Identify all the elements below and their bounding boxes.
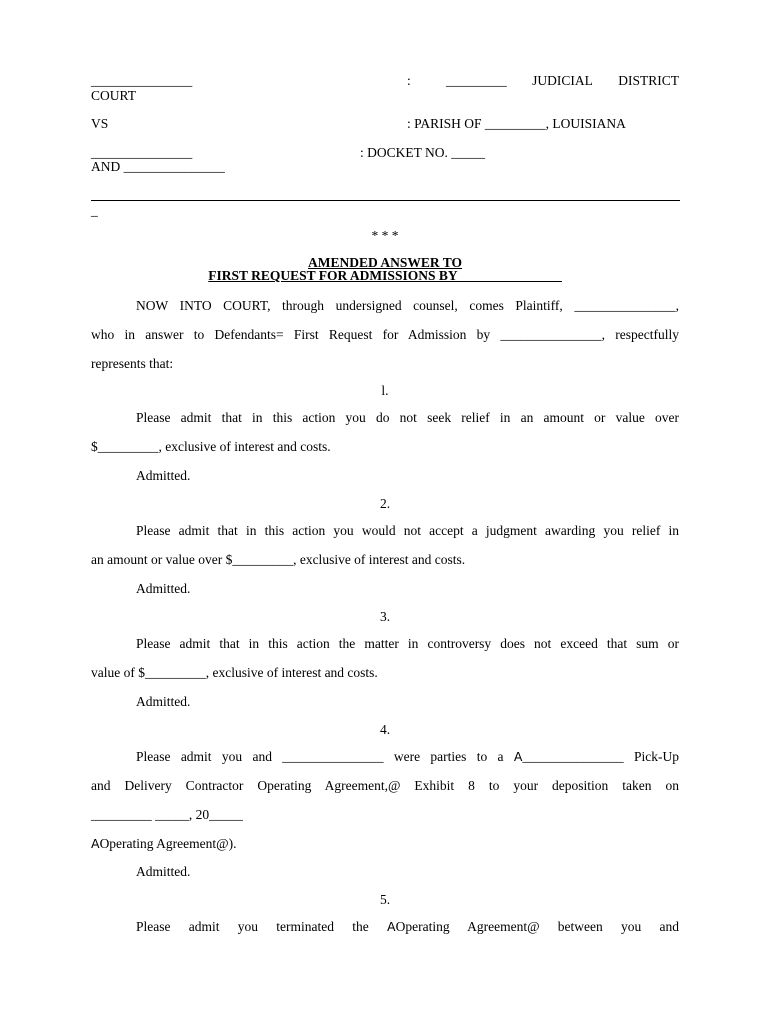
item-request-line: Please admit you and _______________ were parties to a A_______________ Pick-Up (136, 749, 679, 764)
defendant-blank: _______________ (91, 145, 193, 160)
document-title-line1: AMENDED ANSWER TO (307, 255, 463, 270)
item-request-line: Please admit that in this action you do not seek relief in an amount or value over (136, 410, 679, 425)
caption-colon: : (407, 73, 411, 88)
vs-label: VS (91, 116, 109, 131)
divider-tail: _ (91, 203, 98, 218)
item-number: l. (381, 383, 389, 398)
item-request-line: $_________, exclusive of interest and costs. (91, 439, 331, 454)
item-number: 4. (379, 722, 391, 737)
judicial-district-line (446, 73, 679, 89)
item-request-line: and Delivery Contractor Operating Agreement,@ Exhibit 8 to your deposition taken on (91, 778, 679, 793)
opening-quote-glyph: A (387, 919, 396, 934)
item-answer: Admitted. (136, 694, 191, 709)
court-label: COURT (91, 88, 136, 103)
district-label: DISTRICT (618, 73, 679, 88)
item-request-line: value of $_________, exclusive of interest and costs. (91, 665, 378, 680)
item-request-line: Please admit that in this action the matter in controversy does not exceed that sum or (136, 636, 679, 651)
item-request-line: Please admit that in this action you would not accept a judgment awarding you relief in (136, 523, 679, 538)
plaintiff-blank: _______________ (91, 73, 193, 88)
and-defendant-line: AND _______________ (91, 159, 225, 174)
item-request-line: _________ _____, 20_____ (91, 807, 243, 822)
document-title-line2: FIRST REQUEST FOR ADMISSIONS BY _______________ (208, 268, 562, 283)
section-stars: * * * (371, 228, 399, 243)
item-number: 5. (379, 892, 391, 907)
item-request-line: AOperating Agreement@). (91, 836, 237, 851)
item-number: 2. (379, 496, 391, 511)
item-answer: Admitted. (136, 581, 191, 596)
intro-line3: represents that: (91, 356, 174, 371)
district-blank: _________ (446, 73, 507, 88)
item-number: 3. (379, 609, 391, 624)
opening-quote-glyph: A (91, 836, 100, 851)
item-request-line: Please admit you terminated the AOperating Agreement@ between you and (136, 919, 680, 934)
item-answer: Admitted. (136, 864, 191, 879)
judicial-label: JUDICIAL (532, 73, 593, 88)
parish-line: : PARISH OF _________, LOUISIANA (407, 116, 626, 131)
docket-line: : DOCKET NO. _____ (360, 145, 486, 160)
opening-quote-glyph: A (513, 749, 523, 764)
item-request-line: an amount or value over $_________, exclusive of interest and costs. (91, 552, 466, 567)
item-answer: Admitted. (136, 468, 191, 483)
caption-divider (91, 200, 680, 201)
intro-line1: NOW INTO COURT, through undersigned counsel, comes Plaintiff, _______________, (136, 298, 679, 313)
intro-line2: who in answer to Defendants= First Request for Admission by _______________, respectfully (91, 327, 679, 342)
